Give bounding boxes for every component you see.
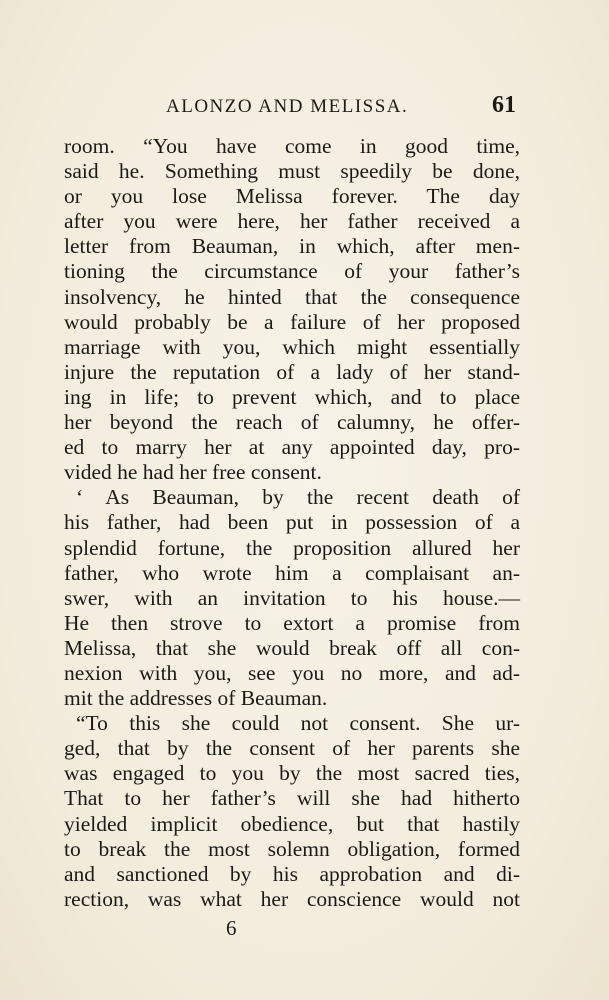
- text-line: insolvency, he hinted that the consequence: [64, 284, 520, 309]
- text-line: or you lose Melissa forever. The day: [64, 184, 520, 209]
- page-number: 61: [492, 92, 516, 118]
- text-line: “To this she could not consent. She ur-: [76, 711, 520, 736]
- text-line: That to her father’s will she had hitherto: [64, 786, 520, 811]
- text-line: ing in life; to prevent which, and to place: [64, 384, 520, 409]
- running-title: ALONZO AND MELISSA.: [166, 96, 409, 117]
- text-line: room. “You have come in good time,: [64, 134, 520, 158]
- text-line: yielded implicit obedience, but that hastily: [64, 811, 520, 836]
- text-line: vided he had her free consent.: [64, 460, 322, 485]
- text-line: would probably be a failure of her proposed: [64, 309, 520, 334]
- text-line: his father, had been put in possession of a: [64, 510, 520, 535]
- text-line: to break the most solemn obligation, formed: [64, 836, 520, 861]
- running-head: [166, 92, 526, 126]
- text-line: said he. Something must speedily be done,: [64, 159, 520, 184]
- text-line: nexion with you, see you no more, and ad-: [64, 660, 520, 685]
- text-line: after you were here, her father received a: [64, 209, 520, 234]
- text-line: father, who wrote him a complaisant an-: [64, 560, 520, 585]
- signature-mark: 6: [226, 916, 237, 940]
- text-line: was engaged to you by the most sacred ties,: [64, 761, 520, 786]
- text-line: rection, was what her conscience would not: [64, 886, 520, 911]
- text-line: splendid fortune, the proposition allured her: [64, 535, 520, 560]
- text-line: swer, with an invitation to his house.—: [64, 585, 520, 610]
- text-line: her beyond the reach of calumny, he offer-: [64, 410, 520, 435]
- text-line: marriage with you, which might essentially: [64, 334, 520, 359]
- text-line: injure the reputation of a lady of her stand-: [64, 359, 520, 384]
- text-line: Melissa, that she would break off all con-: [64, 635, 520, 660]
- text-line: He then strove to extort a promise from: [64, 610, 520, 635]
- text-line: ed to marry her at any appointed day, pro-: [64, 435, 520, 460]
- text-line: and sanctioned by his approbation and di-: [64, 861, 520, 886]
- text-line: tioning the circumstance of your father’s: [64, 259, 520, 284]
- text-line: letter from Beauman, in which, after men-: [64, 234, 520, 259]
- text-line: mit the addresses of Beauman.: [64, 686, 328, 711]
- body-text: [64, 134, 520, 912]
- text-line: ged, that by the consent of her parents she: [64, 736, 520, 761]
- text-line: ‘ As Beauman, by the recent death of: [76, 485, 520, 510]
